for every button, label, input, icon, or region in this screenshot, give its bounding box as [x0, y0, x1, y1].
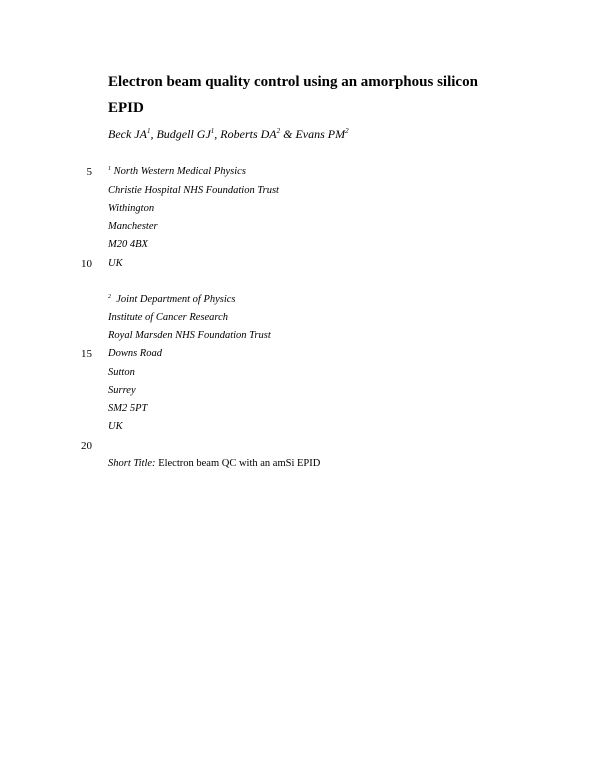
- affiliation-1-line: Manchester: [108, 221, 158, 232]
- affiliation-2-line: [108, 291, 236, 309]
- author-name: Evans PM: [295, 127, 346, 141]
- affiliation-2-line: UK: [108, 421, 123, 432]
- affiliation-2-name: Joint Department of Physics: [116, 294, 236, 305]
- author-affiliation-marker: 2: [276, 127, 281, 135]
- short-title-label: Short Title:: [108, 458, 156, 469]
- author-list: [108, 126, 548, 142]
- line-number: 5: [86, 166, 92, 178]
- author-name: Budgell GJ: [156, 127, 211, 141]
- affiliation-1-line: UK: [108, 258, 123, 269]
- short-title-value: Electron beam QC with an amSi EPID: [158, 458, 321, 469]
- line-number: 15: [81, 348, 92, 360]
- affiliation-2-line: Institute of Cancer Research: [108, 312, 229, 323]
- affiliation-1-marker: 1: [108, 166, 111, 172]
- affiliation-2-line: Royal Marsden NHS Foundation Trust: [108, 330, 271, 341]
- affiliation-2-line: Surrey: [108, 385, 136, 396]
- author-separator: &: [280, 127, 296, 141]
- short-title: [108, 455, 320, 473]
- line-number: 20: [81, 440, 92, 452]
- author-affiliation-marker: 1: [210, 127, 215, 135]
- author-name: Roberts DA: [220, 127, 277, 141]
- affiliation-1-name: North Western Medical Physics: [113, 166, 246, 177]
- affiliation-2-line: Downs Road: [108, 348, 162, 359]
- affiliation-2-line: Sutton: [108, 367, 135, 378]
- author-name: Beck JA: [108, 127, 147, 141]
- author-separator: ,: [150, 127, 157, 141]
- affiliation-1-line: Withington: [108, 203, 155, 214]
- paper-title: [108, 69, 528, 121]
- author-separator: ,: [214, 127, 221, 141]
- affiliation-1-line: M20 4BX: [108, 239, 148, 250]
- line-number: 10: [81, 258, 92, 270]
- author-affiliation-marker: 1: [146, 127, 151, 135]
- title-line-1: Electron beam quality control using an amorphous silicon: [108, 74, 478, 90]
- affiliation-1-line: [108, 163, 246, 181]
- author-affiliation-marker: 2: [345, 127, 349, 135]
- affiliation-2-marker: 2: [108, 294, 111, 300]
- affiliation-2-line: SM2 5PT: [108, 403, 148, 414]
- affiliation-1-line: Christie Hospital NHS Foundation Trust: [108, 185, 279, 196]
- title-line-2: EPID: [108, 100, 144, 116]
